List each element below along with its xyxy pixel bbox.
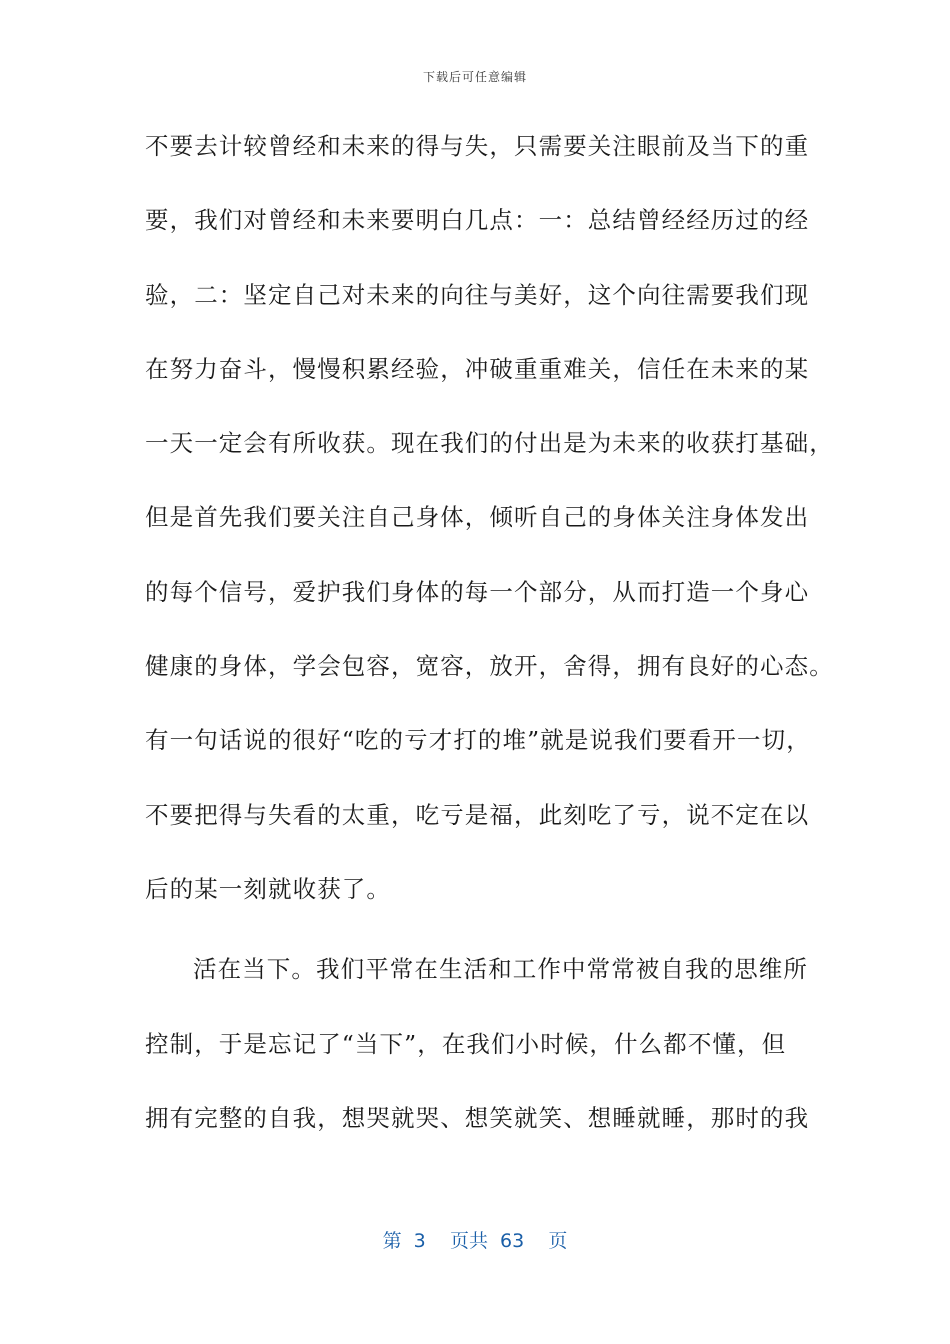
paragraph1-line-8: 健康的身体，学会包容，宽容，放开，舍得，拥有良好的心态。 bbox=[145, 652, 834, 681]
paragraph1-line-11: 后的某一刻就收获了。 bbox=[145, 874, 391, 903]
paragraph2-line-2: 控制，于是忘记了“当下”，在我们小时候，什么都不懂，但 bbox=[145, 1029, 787, 1058]
document-body bbox=[145, 120, 834, 1166]
footer-current-page: 3 bbox=[413, 1230, 426, 1252]
paragraph1-line-9: 有一句话说的很好“吃的亏才打的堆”就是说我们要看开一切， bbox=[145, 726, 811, 755]
paragraph1-line-10: 不要把得与失看的太重，吃亏是福，此刻吃了亏，说不定在以 bbox=[145, 800, 810, 829]
footer-middle: 页共 bbox=[449, 1230, 488, 1252]
footer-prefix: 第 bbox=[382, 1230, 402, 1252]
paragraph2-line-3: 拥有完整的自我，想哭就哭、想笑就笑、想睡就睡，那时的我 bbox=[145, 1103, 810, 1132]
page-footer bbox=[0, 1226, 950, 1253]
paragraph1-line-4: 在努力奋斗，慢慢积累经验，冲破重重难关，信任在未来的某 bbox=[145, 354, 810, 383]
document-header-note: 下载后可任意编辑 bbox=[422, 70, 527, 84]
paragraph2-line-1: 活在当下。我们平常在生活和工作中常常被自我的思维所 bbox=[193, 955, 808, 984]
footer-total-pages: 63 bbox=[500, 1230, 525, 1252]
paragraph1-line-3: 验，二：坚定自己对未来的向往与美好，这个向往需要我们现 bbox=[145, 280, 810, 309]
paragraph1-line-6: 但是首先我们要关注自己身体，倾听自己的身体关注身体发出 bbox=[145, 503, 810, 532]
paragraph1-line-5: 一天一定会有所收获。现在我们的付出是为未来的收获打基础， bbox=[145, 429, 834, 458]
footer-suffix: 页 bbox=[548, 1230, 568, 1252]
paragraph1-line-7: 的每个信号，爱护我们身体的每一个部分，从而打造一个身心 bbox=[145, 577, 810, 606]
paragraph1-line-1: 不要去计较曾经和未来的得与失，只需要关注眼前及当下的重 bbox=[145, 132, 810, 160]
paragraph1-line-2: 要，我们对曾经和未来要明白几点：一：总结曾经经历过的经 bbox=[145, 206, 810, 235]
